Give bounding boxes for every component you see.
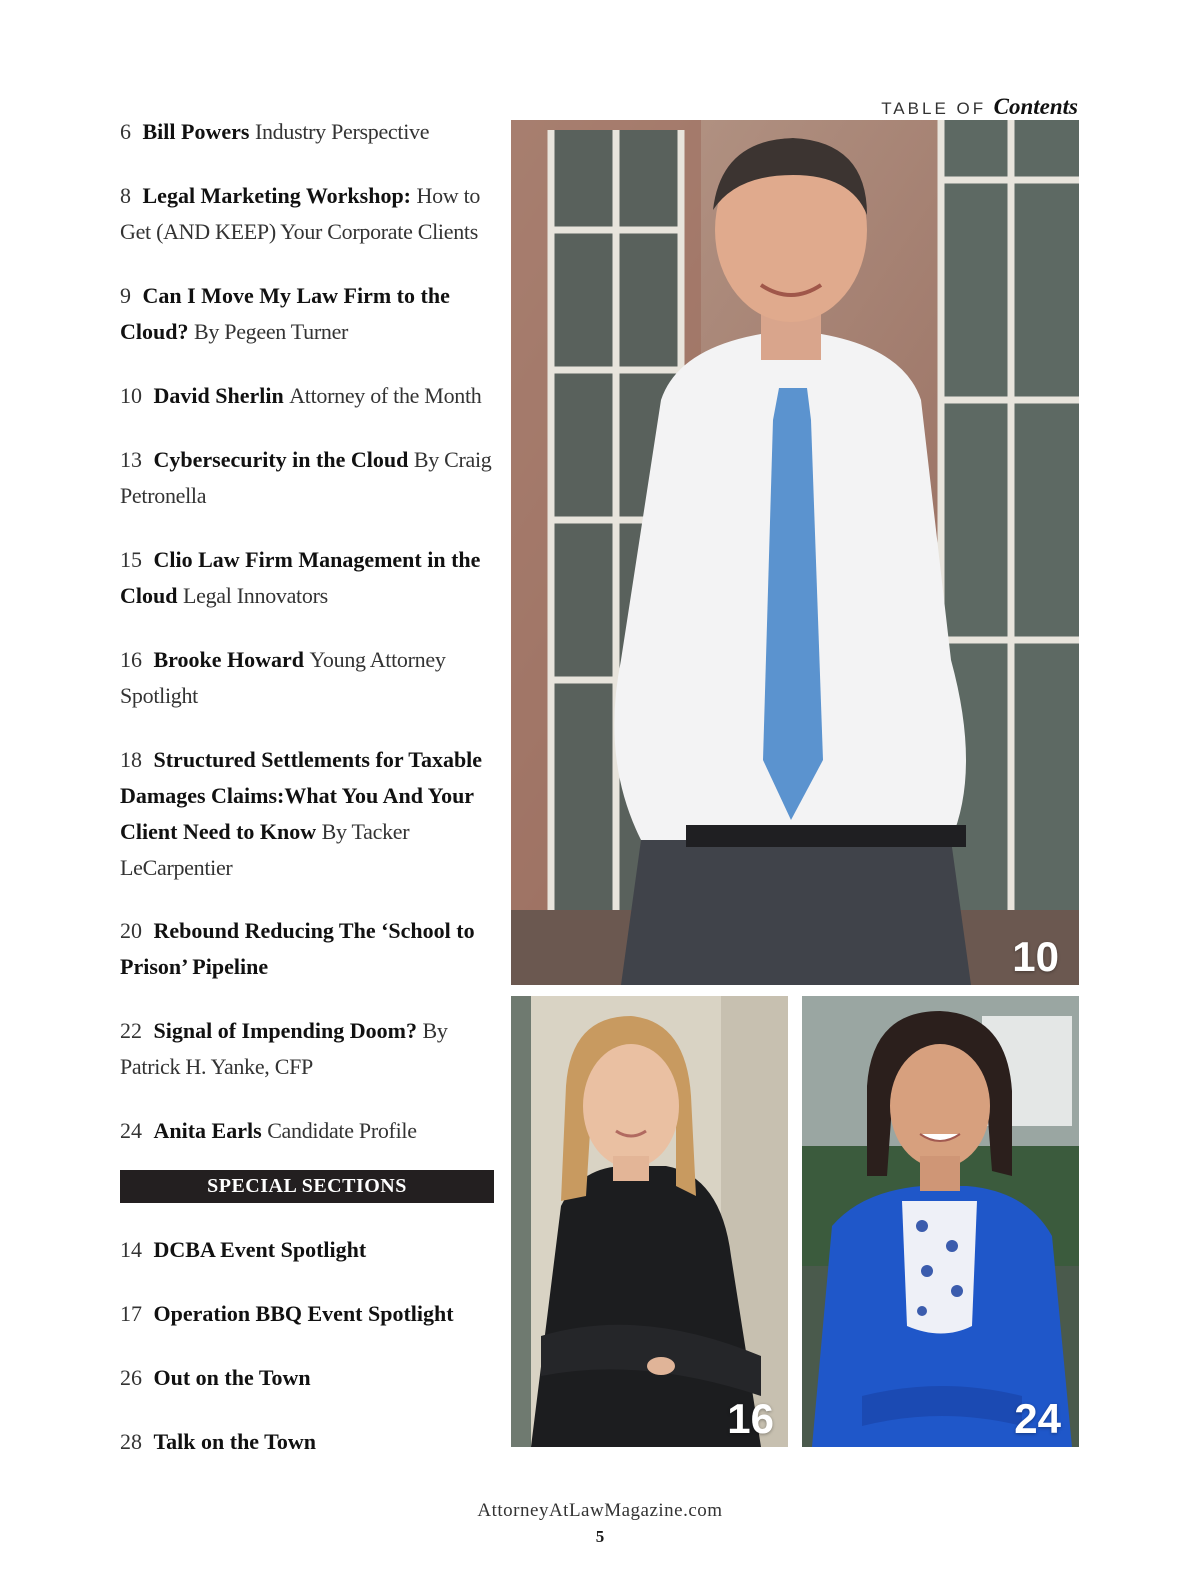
entry-desc: Attorney of the Month: [289, 383, 482, 408]
entry-title: Bill Powers: [142, 119, 250, 144]
page-number-label: 10: [1012, 933, 1059, 980]
page-num: 8: [120, 183, 131, 208]
special-entry[interactable]: [120, 1424, 500, 1460]
entry-title: Anita Earls: [153, 1118, 262, 1143]
entry-title: Talk on the Town: [153, 1429, 316, 1454]
entry-title: Out on the Town: [153, 1365, 311, 1390]
page-num: 17: [120, 1301, 142, 1326]
toc-entry[interactable]: [120, 542, 500, 642]
entry-title: Operation BBQ Event Spotlight: [153, 1301, 454, 1326]
page-num: 28: [120, 1429, 142, 1454]
magazine-url[interactable]: AttorneyAtLawMagazine.com: [477, 1500, 723, 1521]
page-number-label: 16: [727, 1395, 774, 1442]
toc-entry[interactable]: [120, 378, 500, 442]
entry-title: David Sherlin: [153, 383, 284, 408]
candidate-profile-photo[interactable]: [802, 996, 1079, 1447]
page-num: 24: [120, 1118, 142, 1143]
page-num: 13: [120, 447, 142, 472]
page-num: 9: [120, 283, 131, 308]
page-num: 22: [120, 1018, 142, 1043]
entry-title: Brooke Howard: [153, 647, 305, 672]
young-attorney-photo[interactable]: [511, 996, 788, 1447]
toc-entry[interactable]: [120, 178, 500, 278]
heading-label: TABLE OF: [881, 99, 987, 118]
special-entry[interactable]: [120, 1296, 500, 1360]
portrait-illustration: [511, 120, 1079, 985]
toc-entry[interactable]: [120, 1113, 500, 1149]
heading-contents: Contents: [993, 94, 1078, 119]
special-entry[interactable]: [120, 1360, 500, 1424]
page-num: 14: [120, 1237, 142, 1262]
page-num: 6: [120, 119, 131, 144]
toc-entry[interactable]: [120, 1013, 500, 1113]
toc-entry[interactable]: [120, 278, 500, 378]
page-num: 16: [120, 647, 142, 672]
page-num: 15: [120, 547, 142, 572]
page-number-label: 24: [1014, 1395, 1061, 1442]
entry-desc: By Pegeen Turner: [193, 319, 349, 344]
portrait-illustration: [511, 996, 788, 1447]
page-num: 18: [120, 747, 142, 772]
toc-entry[interactable]: [120, 742, 500, 913]
page-num: 26: [120, 1365, 142, 1390]
special-sections-list: [120, 1232, 500, 1460]
toc-entry[interactable]: [120, 442, 500, 542]
entry-desc: By Patrick H. Yanke, CFP: [120, 1018, 448, 1079]
entry-title: Can I Move My Law Firm to the Cloud?: [120, 283, 450, 344]
entry-title: Rebound Reducing The ‘School to Prison’ Pipeline: [120, 918, 475, 979]
entry-desc: Legal Innovators: [182, 583, 328, 608]
entry-desc: How to Get (AND KEEP) Your Corporate Clients: [120, 183, 481, 244]
page-num: 20: [120, 918, 142, 943]
entry-title: Clio Law Firm Management in the Cloud: [120, 547, 481, 608]
entry-title: Cybersecurity in the Cloud: [153, 447, 409, 472]
entry-title: Signal of Impending Doom?: [153, 1018, 417, 1043]
special-entry[interactable]: [120, 1232, 500, 1296]
entry-desc: Candidate Profile: [267, 1118, 417, 1143]
entry-desc: By Tacker LeCarpentier: [120, 819, 410, 880]
entry-desc: Young Attorney Spotlight: [120, 647, 446, 708]
page-num: 10: [120, 383, 142, 408]
toc-list: [120, 114, 500, 1149]
entry-title: Structured Settlements for Taxable Damages Claims:What You And Your Client Need to Know: [120, 747, 483, 844]
table-of-contents-heading: [881, 94, 1078, 120]
page-number: 5: [595, 1527, 605, 1546]
entry-desc: Industry Perspective: [254, 119, 430, 144]
entry-title: Legal Marketing Workshop:: [142, 183, 412, 208]
toc-entry[interactable]: [120, 642, 500, 742]
entry-title: DCBA Event Spotlight: [153, 1237, 367, 1262]
toc-entry[interactable]: [120, 913, 500, 1013]
entry-desc: By Craig Petronella: [120, 447, 492, 508]
special-sections-banner: SPECIAL SECTIONS: [120, 1170, 494, 1203]
toc-entry[interactable]: [120, 114, 500, 178]
portrait-illustration: [802, 996, 1079, 1447]
attorney-of-month-photo[interactable]: [511, 120, 1079, 985]
